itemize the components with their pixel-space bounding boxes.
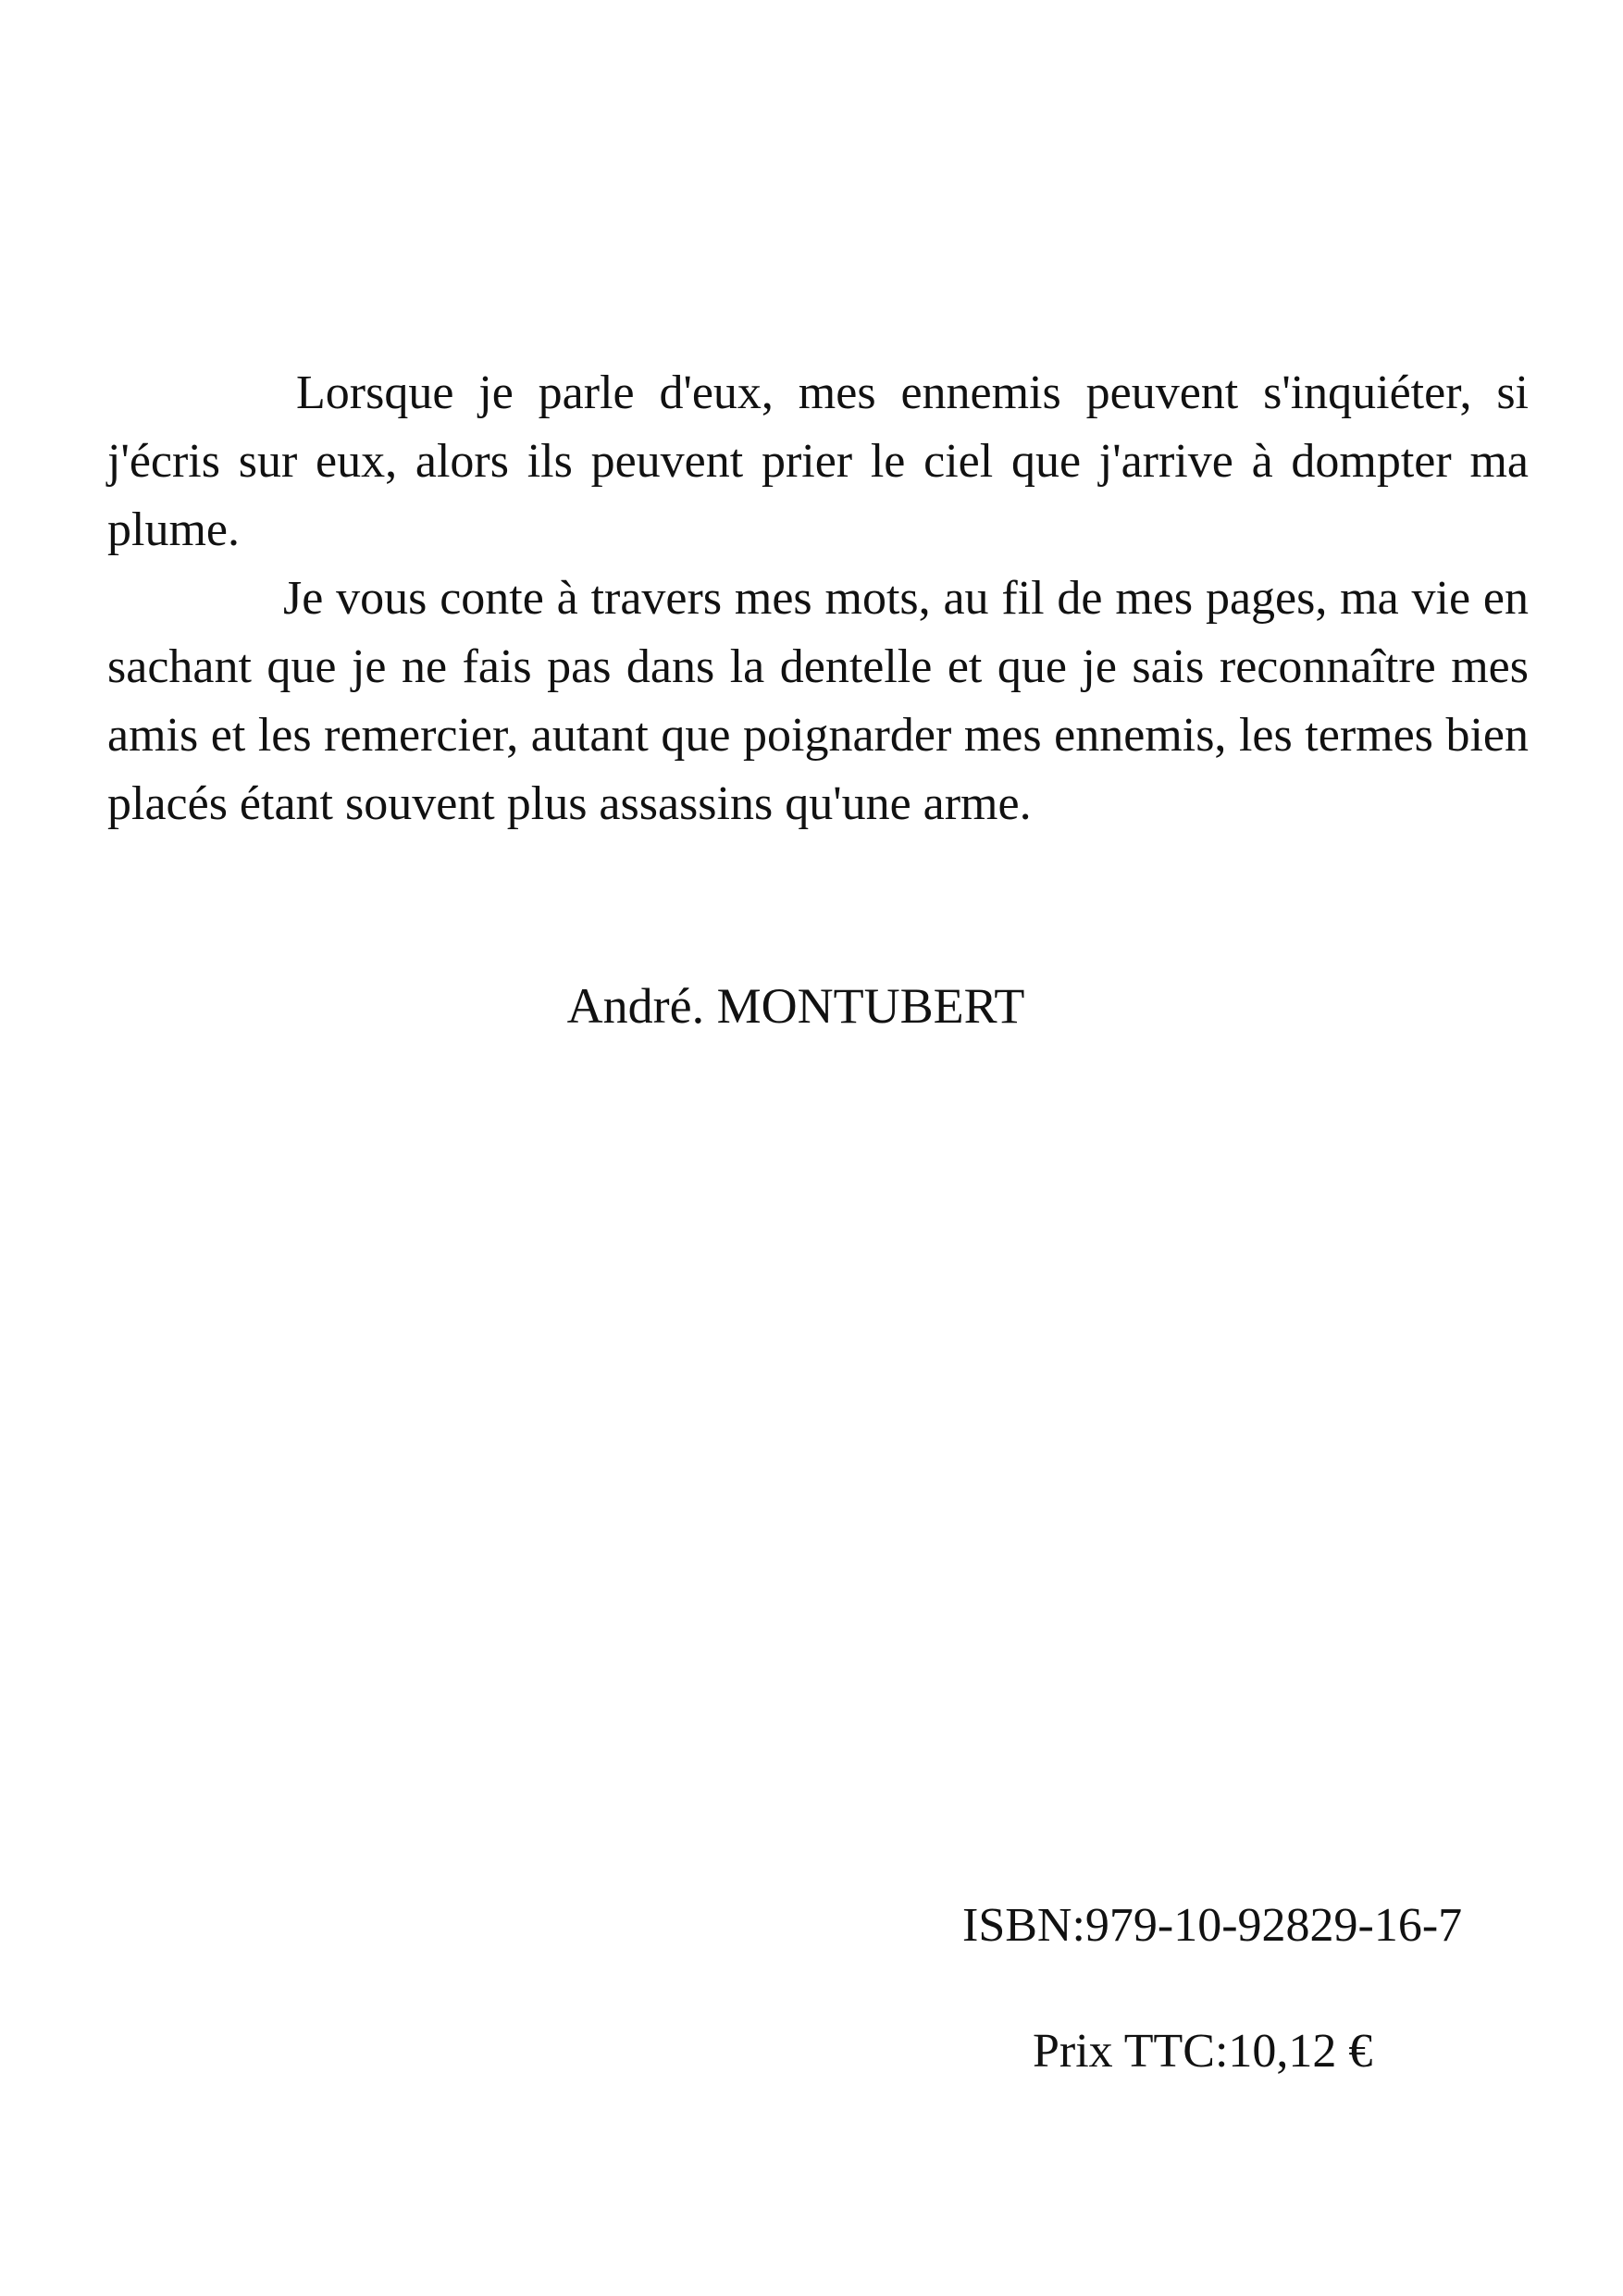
blurb-paragraph: Lorsque je parle d'eux, mes ennemis peuvent s'inquiéter, si j'écris sur eux, alors ils peuvent prier le ciel que j'arrive à dompter ma plume. bbox=[107, 366, 1529, 556]
price-label: Prix TTC:10,12 € bbox=[1033, 2025, 1373, 2078]
blurb-text bbox=[107, 359, 1529, 838]
isbn-number: ISBN:979-10-92829-16-7 bbox=[962, 1899, 1463, 1952]
blurb-paragraph: Je vous conte à travers mes mots, au fil de mes pages, ma vie en sachant que je ne fais pas dans la dentelle et que je sais reconnaître mes amis et les remercier, autant que poignarder mes ennemis, les termes bien placés étant souvent plus assassins qu'une arme. bbox=[107, 572, 1529, 830]
author-name: André. MONTUBERT bbox=[566, 978, 1025, 1034]
